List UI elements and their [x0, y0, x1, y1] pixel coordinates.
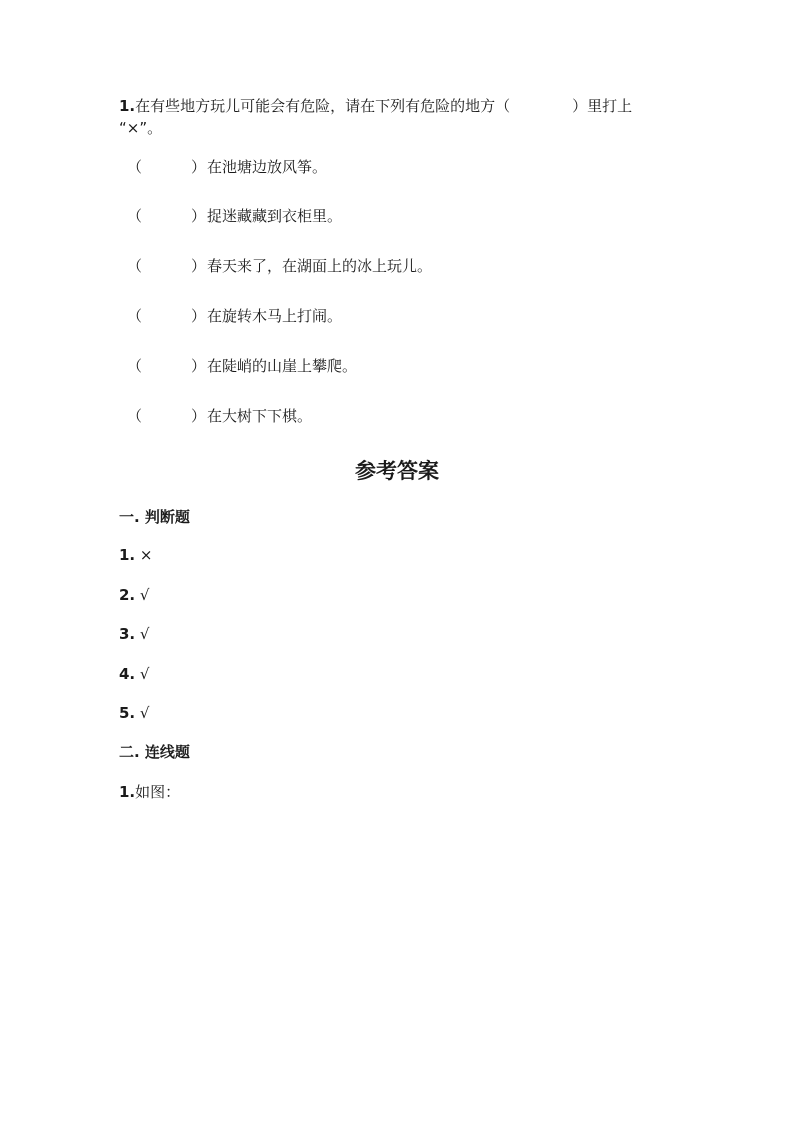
option-item: [127, 206, 342, 226]
answer-item: [119, 585, 149, 605]
option-text: 在大树下下棋。: [207, 407, 313, 425]
option-text: 在池塘边放风筝。: [207, 158, 328, 176]
answer-mark: ×: [139, 546, 153, 564]
question-text-before: 在有些地方玩儿可能会有危险，请在下列有危险的地方（: [135, 97, 511, 115]
option-item: [127, 256, 432, 276]
answer-mark: √: [139, 665, 150, 683]
option-paren-open: （: [127, 257, 143, 275]
answer-item: [119, 624, 149, 644]
answer-mark: √: [139, 625, 150, 643]
option-paren-close: ）: [191, 407, 207, 425]
answer-item: [119, 782, 180, 802]
answer-number: 4.: [119, 665, 136, 683]
answer-number: 5.: [119, 704, 136, 722]
section-heading-true-false: 一. 判断题: [119, 508, 190, 526]
option-paren-close: ）: [191, 207, 207, 225]
answer-mark: √: [139, 586, 150, 604]
question-text-line2: “×”。: [119, 119, 163, 137]
option-paren-open: （: [127, 357, 143, 375]
option-paren-open: （: [127, 307, 143, 325]
section-heading-matching: 二. 连线题: [119, 743, 190, 761]
answer-number: 3.: [119, 625, 136, 643]
question-stem-line2: [119, 118, 162, 138]
option-text: 捉迷藏藏到衣柜里。: [207, 207, 343, 225]
option-paren-close: ）: [191, 307, 207, 325]
option-item: [127, 356, 357, 376]
answer-text: 如图：: [135, 783, 181, 801]
option-text: 在陡峭的山崖上攀爬。: [207, 357, 358, 375]
answer-number: 1.: [119, 783, 136, 801]
question-stem-line1: [119, 96, 632, 116]
option-item: [127, 306, 342, 326]
answer-item: [119, 545, 153, 565]
option-paren-open: （: [127, 407, 143, 425]
question-number: 1.: [119, 97, 136, 115]
answer-item: [119, 703, 149, 723]
option-paren-close: ）: [191, 257, 207, 275]
option-item: [127, 157, 327, 177]
answer-number: 1.: [119, 546, 136, 564]
option-item: [127, 406, 312, 426]
option-paren-open: （: [127, 158, 143, 176]
question-text-after: ）里打上: [572, 97, 633, 115]
option-text: 在旋转木马上打闹。: [207, 307, 343, 325]
option-paren-close: ）: [191, 357, 207, 375]
answer-key-title: 参考答案: [355, 458, 439, 483]
option-paren-close: ）: [191, 158, 207, 176]
answer-number: 2.: [119, 586, 136, 604]
option-paren-open: （: [127, 207, 143, 225]
answer-mark: √: [139, 704, 150, 722]
option-text: 春天来了，在湖面上的冰上玩儿。: [207, 257, 433, 275]
answer-item: [119, 664, 149, 684]
